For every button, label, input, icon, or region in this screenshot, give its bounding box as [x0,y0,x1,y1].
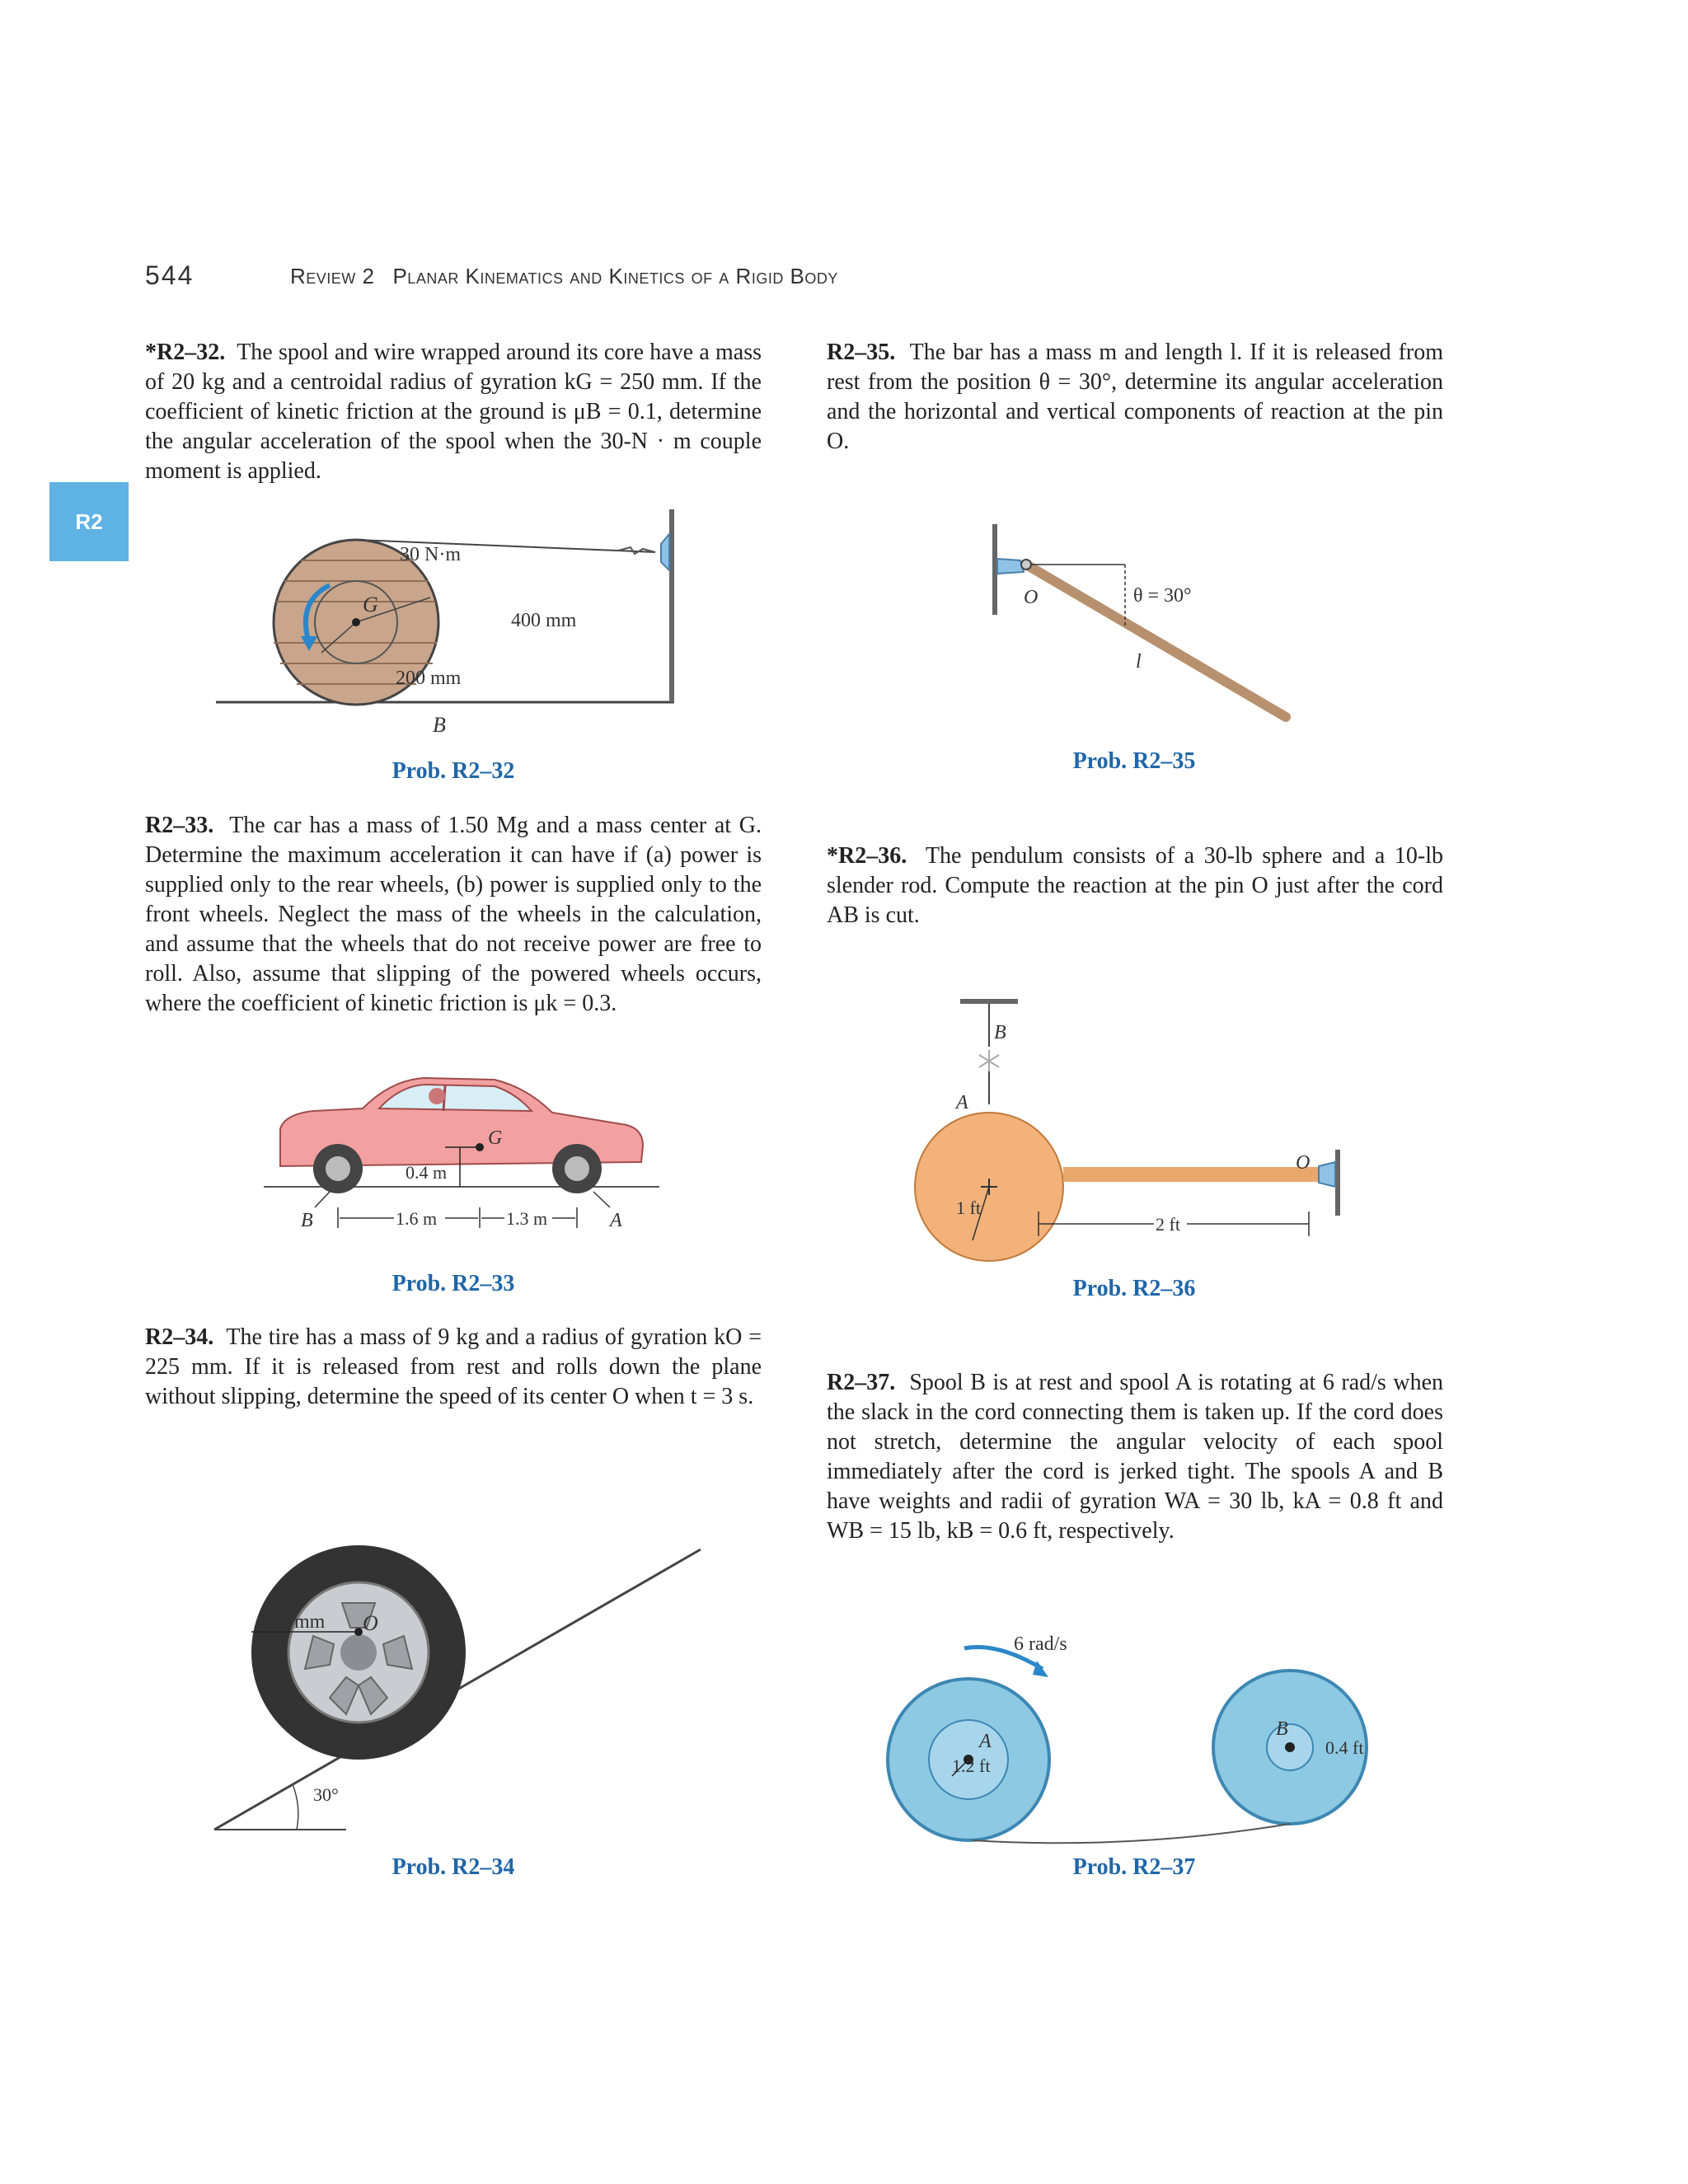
chapter-title: Planar Kinematics and Kinetics of a Rigid Body [392,264,838,288]
problem-id: *R2–36. [827,843,907,869]
omega-label: 6 rad/s [1014,1633,1067,1655]
caption-r2-37: Prob. R2–37 [1072,1854,1196,1880]
figure-r2-35 [981,519,1311,733]
problem-id: R2–33. [145,813,214,838]
problem-text: The spool and wire wrapped around its core have a mass of 20 kg and a centroidal radius of gyration kG = 250 mm. If the coefficient of kinetic friction at the ground is μB = 0.1, determine the angular acceleration of the spool when the 30-N · m couple moment is applied. [145,340,762,484]
radius-label: 300 mm [260,1611,326,1633]
label-o: O [363,1611,378,1635]
radius-b-label: 0.4 ft [1325,1737,1364,1758]
length-label: l [1136,651,1142,673]
outer-radius-label: 400 mm [511,610,577,631]
label-g: G [363,593,378,616]
inner-radius-label: 200 mm [396,668,462,689]
label-o: O [1296,1152,1311,1174]
problem-text: The bar has a mass m and length l. If it is released from rest from the position θ = 30°, determine its angular acceleration and the horizontal and vertical components of reaction at the pin O. [827,340,1444,454]
moment-label: 30 N·m [400,544,461,565]
caption-r2-34: Prob. R2–34 [392,1854,515,1880]
label-b: B [994,1022,1006,1043]
problem-r2-37 [827,1368,1443,1546]
figure-r2-32 [206,503,684,742]
problem-r2-34 [145,1323,762,1412]
label-a: A [956,1092,968,1113]
label-a: A [979,1731,992,1752]
angle-label: θ = 30° [1133,585,1192,607]
rod-length-label: 2 ft [1156,1214,1180,1235]
side-tab: R2 [49,482,129,561]
radius-label: 1 ft [956,1197,981,1218]
problem-text: Spool B is at rest and spool A is rotating at 6 rad/s when the slack in the cord connecting them is taken up. If the cord does not stretch, determine the angular velocity of each spool immediately after the cord is jerked tight. The spools A and B have weights and radii of gyration WA = 30 lb, kA = 0.8 ft and WB = 15 lb, kB = 0.6 ft, respectively. [827,1370,1444,1544]
problem-text: The tire has a mass of 9 kg and a radius of gyration kO = 225 mm. If it is released from rest and rolls down the plane without slipping, determine the speed of its center O when t = 3 s. [145,1324,762,1409]
problem-r2-32 [145,338,762,486]
distance-2: 1.3 m [506,1208,548,1229]
angle-label: 30° [313,1784,339,1805]
figure-r2-34 [206,1483,717,1846]
caption-r2-35: Prob. R2–35 [1072,748,1196,774]
caption-r2-32: Prob. R2–32 [392,758,515,784]
page-number: 544 [145,260,195,290]
figure-r2-36 [907,989,1368,1261]
label-b: B [433,713,446,737]
problem-text: The car has a mass of 1.50 Mg and a mass center at G. Determine the maximum acceleration it can have if (a) power is supplied only to the rear wheels, (b) power is supplied only to the front wheels. Neglect the mass of the wheels in the calculation, and assume that the wheels that do not receive power are free to roll. Also, assume that slipping of the powered wheels occurs, where the coefficient of kinetic friction is μk = 0.3. [145,813,762,1016]
caption-r2-36: Prob. R2–36 [1072,1276,1196,1301]
problem-r2-33 [145,811,762,1019]
radius-a-label: 1.2 ft [952,1755,991,1776]
label-a: A [610,1210,622,1231]
problem-id: R2–37. [827,1370,896,1395]
running-header [290,264,856,289]
problem-id: R2–34. [145,1324,214,1350]
caption-r2-33: Prob. R2–33 [392,1271,515,1296]
problem-text: The pendulum consists of a 30-lb sphere and a 10-lb slender rod. Compute the reaction at the pin O just after the cord AB is cut. [827,843,1443,928]
section-label: Review 2 [290,264,375,288]
label-g: G [488,1127,503,1149]
problem-r2-36 [827,841,1443,930]
distance-1: 1.6 m [396,1208,438,1229]
problem-id: R2–35. [827,340,896,365]
label-o: O [1024,587,1039,608]
label-b: B [301,1210,313,1231]
figure-r2-37 [882,1632,1409,1846]
label-b: B [1276,1718,1288,1740]
figure-r2-33 [247,1063,676,1253]
problem-r2-35 [827,338,1443,457]
height-label: 0.4 m [406,1162,448,1183]
problem-id: *R2–32. [145,340,226,365]
